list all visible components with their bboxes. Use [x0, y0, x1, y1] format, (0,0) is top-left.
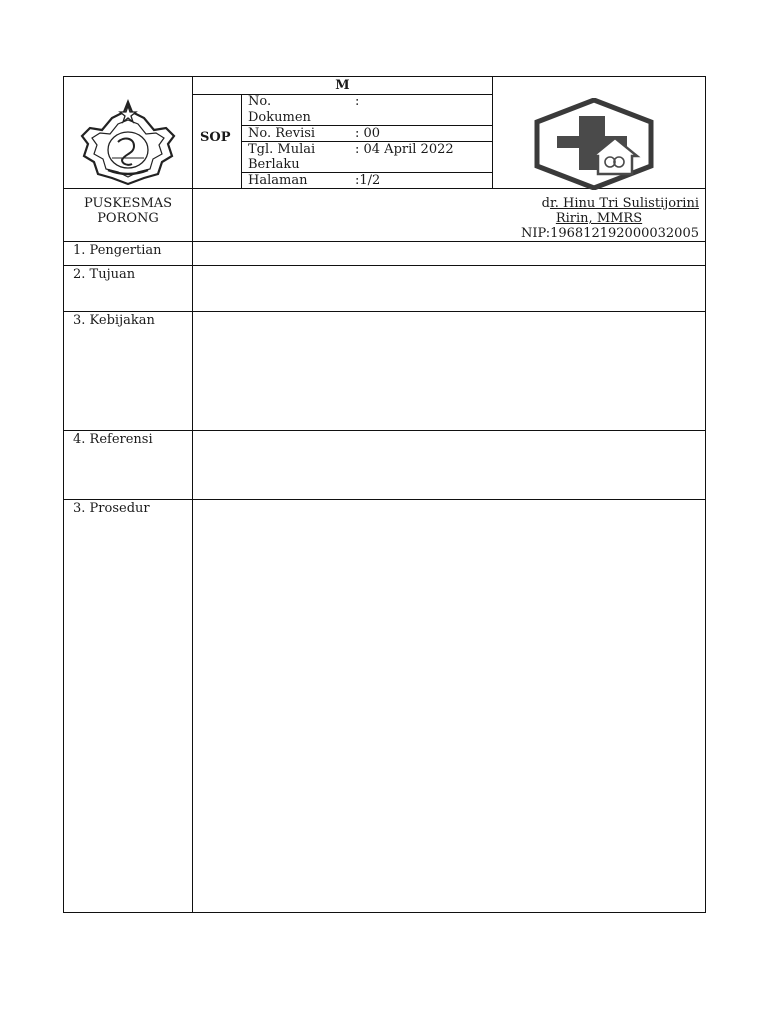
section-label-prosedur: 3. Prosedur	[73, 501, 150, 516]
signatory-name-line2: Ririn, MMRS	[555, 211, 643, 226]
regional-emblem-icon	[72, 98, 184, 186]
field-value-revisi: : 00	[355, 126, 381, 141]
section-divider-2	[63, 311, 706, 312]
field-label-revisi: No. Revisi	[248, 126, 316, 141]
table-border-right	[705, 76, 706, 913]
header-title-underline	[192, 94, 493, 95]
org-name-line1: PUSKESMAS	[83, 196, 173, 211]
section-divider-1	[63, 265, 706, 266]
field-label-berlaku: Berlaku	[248, 157, 300, 172]
document-title: M	[335, 78, 350, 93]
section-label-pengertian: 1. Pengertian	[73, 243, 162, 258]
table-border-top	[63, 76, 706, 77]
field-value-dokumen: :	[355, 94, 360, 109]
section-divider-3	[63, 430, 706, 431]
sop-label: SOP	[200, 130, 231, 145]
section-label-tujuan: 2. Tujuan	[73, 267, 136, 282]
table-border-bottom	[63, 912, 706, 913]
signatory-name-line1	[499, 196, 699, 212]
org-name-line2: PORONG	[97, 211, 159, 226]
field-label-halaman: Halaman	[248, 173, 308, 188]
section-divider-4	[63, 499, 706, 500]
field-label-tgl: Tgl. Mulai	[248, 142, 316, 157]
signatory-name-prefix: d	[541, 196, 550, 211]
field-label-no: No.	[248, 94, 272, 109]
puskesmas-cross-logo-icon	[533, 98, 655, 190]
section-label-kebijakan: 3. Kebijakan	[73, 313, 155, 328]
field-value-halaman: :1/2	[355, 173, 381, 188]
signatory-nip: NIP:196812192000032005	[520, 226, 699, 241]
field-label-dokumen: Dokumen	[248, 110, 311, 125]
signatory-name-main: r. Hinu Tri Sulistijorini	[549, 196, 699, 211]
section-label-referensi: 4. Referensi	[73, 432, 153, 447]
field-value-tgl: : 04 April 2022	[355, 142, 454, 157]
